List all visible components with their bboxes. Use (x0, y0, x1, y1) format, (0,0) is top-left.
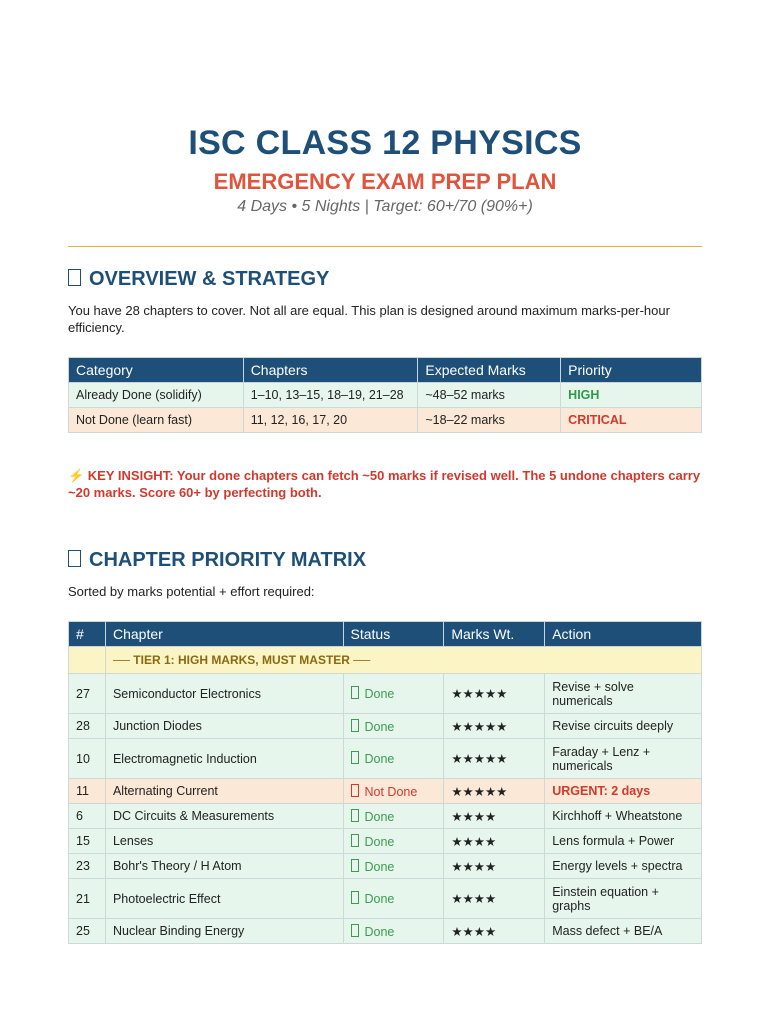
overview-heading (68, 268, 329, 291)
tier-spacer-cell (69, 647, 106, 674)
heading-icon (68, 550, 81, 567)
marks-weight-cell: ★★★★ (444, 879, 545, 919)
chapter-number-cell: 25 (69, 919, 106, 944)
check-icon (351, 751, 359, 764)
priority-cell: HIGH (561, 383, 702, 408)
divider (68, 246, 702, 247)
table-row (69, 779, 702, 804)
tier-row (69, 647, 702, 674)
marks-weight-cell: ★★★★★ (444, 779, 545, 804)
status-text: Done (364, 924, 395, 939)
check-icon (351, 924, 359, 937)
status-cell (343, 804, 444, 829)
chapter-number-cell: 6 (69, 804, 106, 829)
marks-weight-cell: ★★★★ (444, 919, 545, 944)
marks-weight-cell: ★★★★★ (444, 674, 545, 714)
category-cell: Not Done (learn fast) (69, 408, 244, 433)
action-cell: Revise circuits deeply (545, 714, 702, 739)
table-row (69, 829, 702, 854)
column-header: Chapter (105, 622, 343, 647)
table-row (69, 804, 702, 829)
table-row (69, 739, 702, 779)
action-cell: Kirchhoff + Wheatstone (545, 804, 702, 829)
matrix-heading (68, 549, 366, 572)
status-cell (343, 779, 444, 804)
action-cell: Mass defect + BE/A (545, 919, 702, 944)
matrix-table-header (69, 622, 702, 647)
chapter-name-cell: Nuclear Binding Energy (105, 919, 343, 944)
chapter-number-cell: 23 (69, 854, 106, 879)
status-text: Done (364, 892, 395, 906)
chapters-cell: 1–10, 13–15, 18–19, 21–28 (243, 383, 418, 408)
column-header: Action (545, 622, 702, 647)
chapter-number-cell: 10 (69, 739, 106, 779)
table-row (69, 879, 702, 919)
column-header: Category (69, 358, 244, 383)
table-row (69, 408, 702, 433)
status-text: Done (364, 834, 395, 849)
status-cell (343, 739, 444, 779)
action-cell: Faraday + Lenz + numericals (545, 739, 702, 779)
chapter-number-cell: 11 (69, 779, 106, 804)
heading-icon (68, 269, 81, 286)
chapter-number-cell: 27 (69, 674, 106, 714)
chapter-number-cell: 21 (69, 879, 106, 919)
action-cell: Energy levels + spectra (545, 854, 702, 879)
action-cell: Revise + solve numericals (545, 674, 702, 714)
matrix-intro: Sorted by marks potential + effort required: (68, 584, 315, 599)
status-cell (343, 674, 444, 714)
column-header: Priority (561, 358, 702, 383)
table-row (69, 714, 702, 739)
status-text: Done (364, 859, 395, 874)
matrix-heading-text: CHAPTER PRIORITY MATRIX (89, 549, 367, 571)
table-row (69, 854, 702, 879)
category-cell: Already Done (solidify) (69, 383, 244, 408)
chapter-name-cell: Photoelectric Effect (105, 879, 343, 919)
marks-weight-cell: ★★★★★ (444, 714, 545, 739)
check-icon (351, 809, 359, 822)
chapter-name-cell: Electromagnetic Induction (105, 739, 343, 779)
table-row (69, 919, 702, 944)
page-subtitle: EMERGENCY EXAM PREP PLAN (213, 169, 557, 194)
chapter-name-cell: Junction Diodes (105, 714, 343, 739)
overview-intro: You have 28 chapters to cover. Not all are equal. This plan is designed around maximum marks-per-hour efficiency. (68, 303, 670, 335)
chapter-name-cell: Alternating Current (105, 779, 343, 804)
column-header: Expected Marks (418, 358, 561, 383)
column-header: Marks Wt. (444, 622, 545, 647)
overview-table-header (69, 358, 702, 383)
table-row (69, 383, 702, 408)
marks-weight-cell: ★★★★ (444, 804, 545, 829)
overview-table (68, 357, 702, 433)
page-title: ISC CLASS 12 PHYSICS (188, 124, 582, 162)
status-text: Done (364, 752, 395, 766)
table-row (69, 674, 702, 714)
tier-label: ── TIER 1: HIGH MARKS, MUST MASTER ── (105, 647, 701, 674)
status-cell (343, 854, 444, 879)
chapter-name-cell: DC Circuits & Measurements (105, 804, 343, 829)
check-icon (351, 859, 359, 872)
marks-weight-cell: ★★★★ (444, 829, 545, 854)
chapter-number-cell: 28 (69, 714, 106, 739)
status-text: Done (364, 719, 395, 734)
overview-heading-text: OVERVIEW & STRATEGY (89, 268, 330, 290)
check-icon (351, 719, 359, 732)
check-icon (351, 686, 359, 699)
check-icon (351, 891, 359, 904)
action-cell: URGENT: 2 days (545, 779, 702, 804)
marks-cell: ~18–22 marks (418, 408, 561, 433)
check-icon (351, 834, 359, 847)
chapters-cell: 11, 12, 16, 17, 20 (243, 408, 418, 433)
column-header: Chapters (243, 358, 418, 383)
status-cell (343, 919, 444, 944)
column-header: # (69, 622, 106, 647)
status-text: Not Done (364, 784, 418, 799)
chapter-name-cell: Bohr's Theory / H Atom (105, 854, 343, 879)
chapter-name-cell: Lenses (105, 829, 343, 854)
status-text: Done (364, 687, 395, 701)
priority-cell: CRITICAL (561, 408, 702, 433)
status-text: Done (364, 809, 395, 824)
key-insight: ⚡ KEY INSIGHT: Your done chapters can fetch ~50 marks if revised well. The 5 undone chapters carry ~20 marks. Score 60+ by perfecting both. (68, 468, 701, 500)
marks-weight-cell: ★★★★★ (444, 739, 545, 779)
marks-cell: ~48–52 marks (418, 383, 561, 408)
chapter-number-cell: 15 (69, 829, 106, 854)
matrix-body (69, 674, 702, 944)
chapter-name-cell: Semiconductor Electronics (105, 674, 343, 714)
action-cell: Lens formula + Power (545, 829, 702, 854)
column-header: Status (343, 622, 444, 647)
page-tagline: 4 Days • 5 Nights | Target: 60+/70 (90%+) (237, 198, 533, 215)
status-cell (343, 829, 444, 854)
action-cell: Einstein equation + graphs (545, 879, 702, 919)
marks-weight-cell: ★★★★ (444, 854, 545, 879)
priority-matrix-table (68, 621, 702, 944)
status-cell (343, 879, 444, 919)
cross-icon (351, 784, 359, 797)
status-cell (343, 714, 444, 739)
